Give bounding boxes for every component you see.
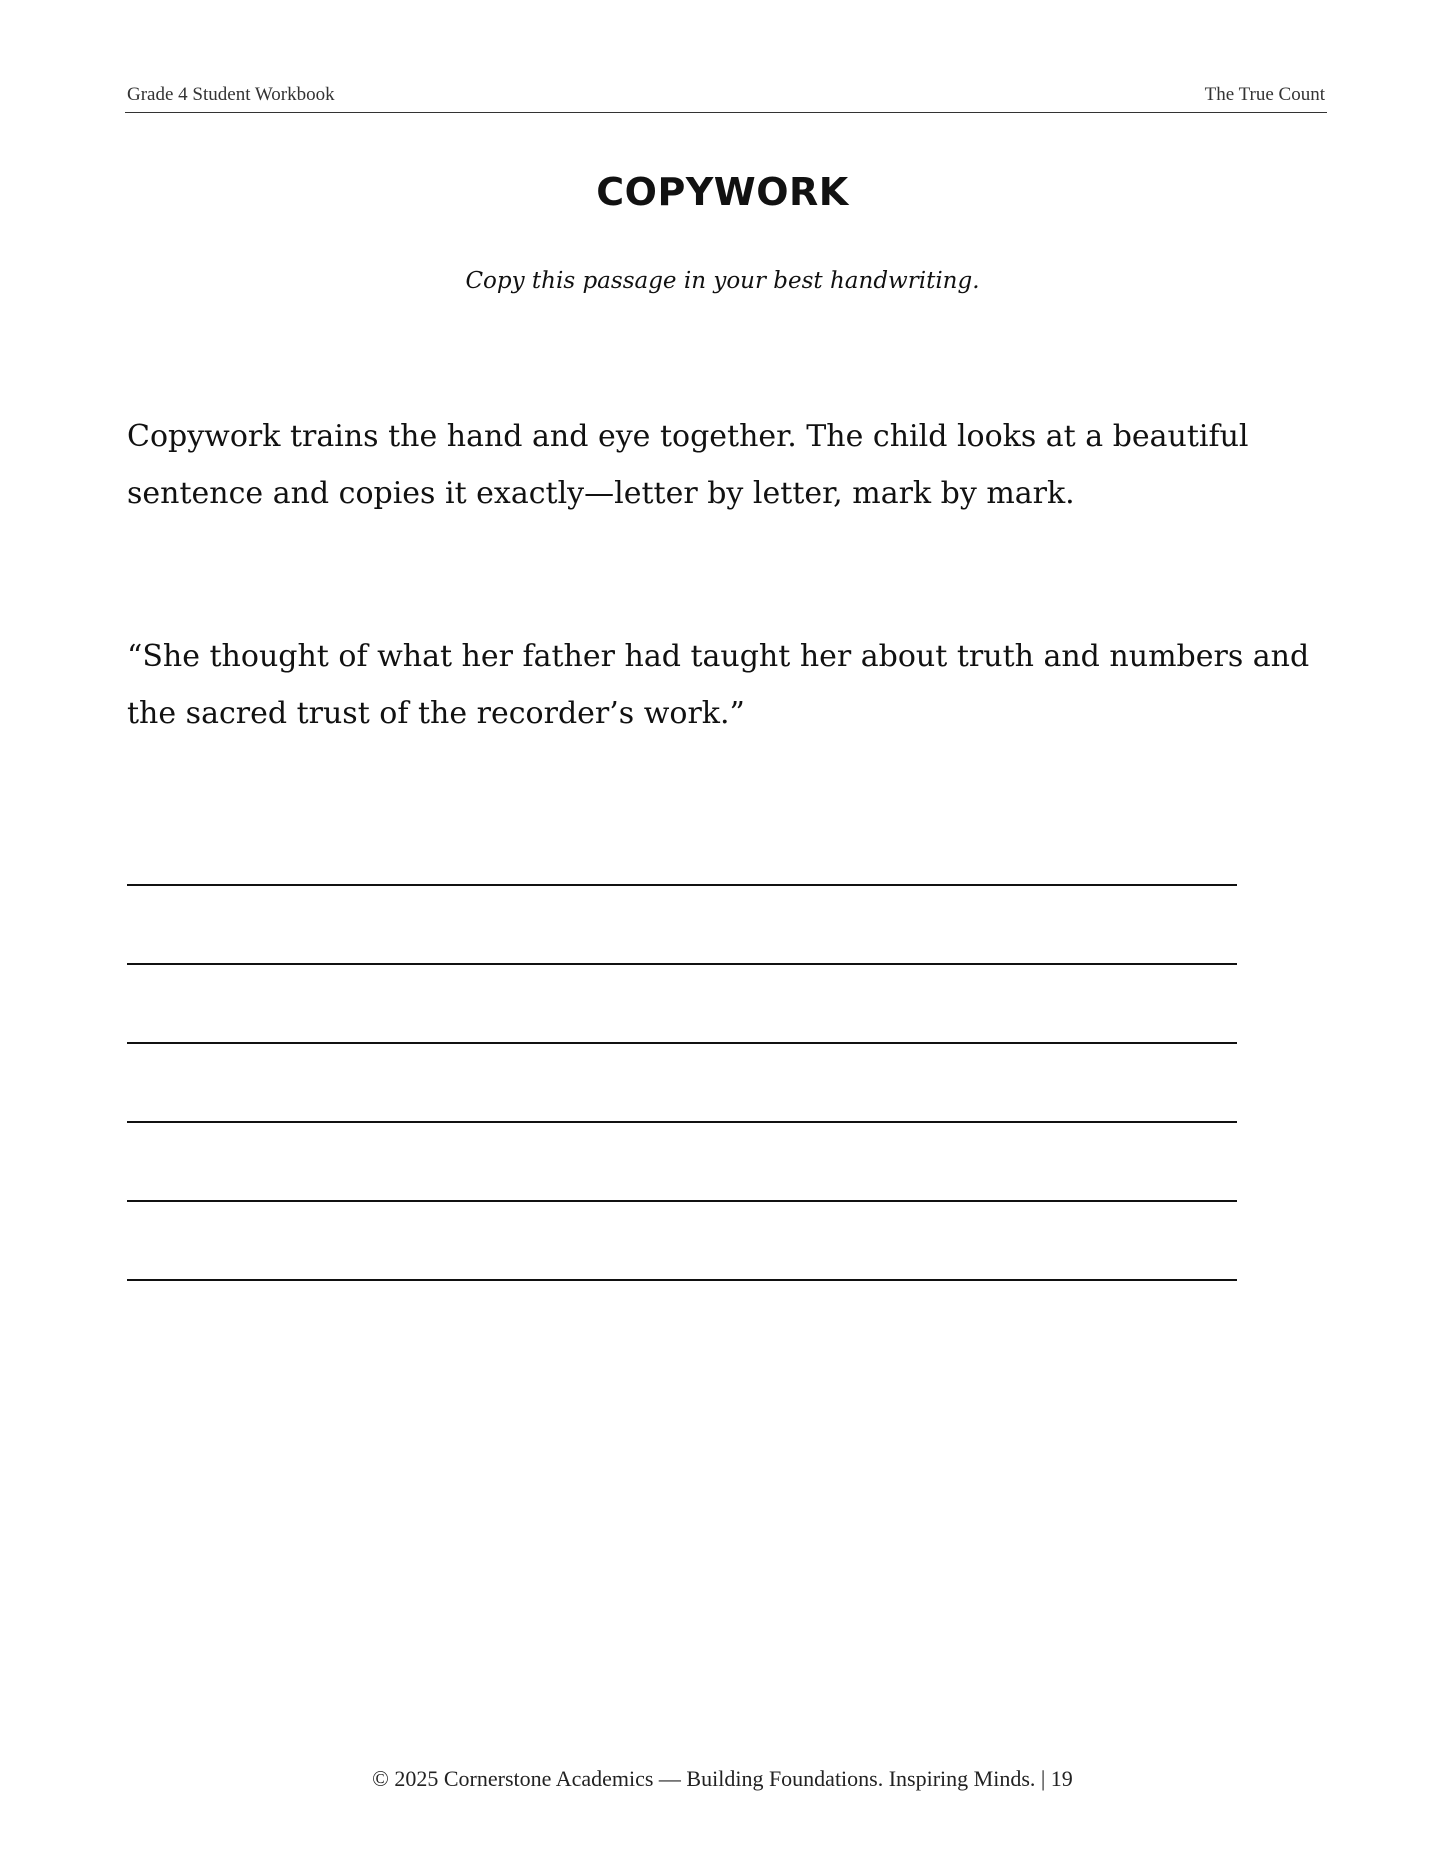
page-header — [125, 80, 1327, 113]
writing-line[interactable] — [127, 1200, 1237, 1279]
writing-line[interactable] — [127, 963, 1237, 1042]
writing-line[interactable] — [127, 884, 1237, 963]
writing-line[interactable] — [127, 1279, 1237, 1358]
writing-line[interactable] — [127, 1042, 1237, 1121]
instructions: Copy this passage in your best handwriting. — [465, 268, 980, 294]
intro-paragraph: Copywork trains the hand and eye together. The child looks at a beautiful sentence and copies it exactly—letter by letter, mark by mark. — [127, 419, 1249, 511]
copy-passage: “She thought of what her father had taught her about truth and numbers and the sacred trust of the recorder’s work.” — [127, 639, 1310, 731]
page-footer: © 2025 Cornerstone Academics — Building Foundations. Inspiring Minds. | 19 — [372, 1766, 1073, 1791]
header-workbook-title: Grade 4 Student Workbook — [127, 84, 335, 105]
writing-line[interactable] — [127, 1121, 1237, 1200]
page-title: COPYWORK — [596, 170, 849, 214]
handwriting-lines — [127, 884, 1237, 1358]
header-story-title: The True Count — [1204, 84, 1325, 105]
